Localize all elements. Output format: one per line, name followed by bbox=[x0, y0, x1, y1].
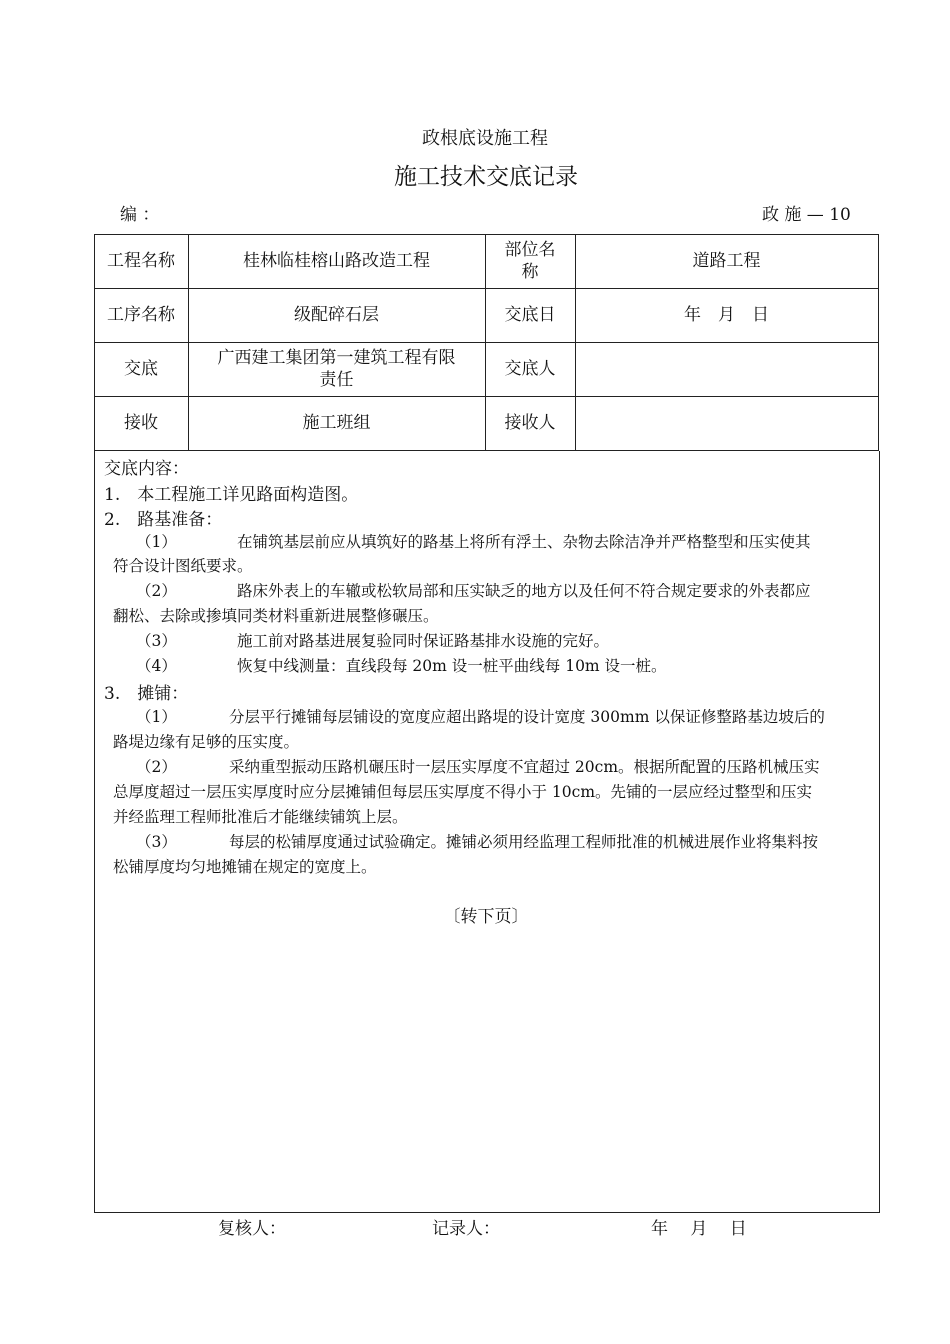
disclosure-date-value: 年 月 日 bbox=[684, 305, 769, 325]
item-3-1-text-cont: 路堤边缘有足够的压实度。 bbox=[113, 733, 300, 751]
form-code: 政 施 — 10 bbox=[762, 205, 851, 225]
page-title: 施工技术交底记录 bbox=[394, 164, 578, 190]
item-2-4-number: （4） bbox=[136, 657, 177, 675]
continued-note: 〔转下页〕 bbox=[443, 907, 529, 927]
item-2-4-text: 恢复中线测量：直线段每 20m 设一桩平曲线每 10m 设一桩。 bbox=[237, 657, 667, 675]
item-3-2-text: 采纳重型振动压路机碾压时一层压实厚度不宜超过 20cm。根据所配置的压路机械压实 bbox=[229, 758, 820, 776]
item-2-2-text-cont: 翻松、去除或掺填同类材料重新进展整修碾压。 bbox=[113, 607, 439, 625]
item-2-1-text: 在铺筑基层前应从填筑好的路基上将所有浮土、杂物去除洁净并严格整型和压实使其 bbox=[237, 533, 811, 551]
receiver-unit-label: 接收 bbox=[124, 413, 158, 433]
item-2-2-text: 路床外表上的车辙或松软局部和压实缺乏的地方以及任何不符合规定要求的外表都应 bbox=[237, 582, 811, 600]
recorder-label: 记录人： bbox=[432, 1219, 500, 1239]
discloser-unit-line1: 广西建工集团第一建筑工程有限 bbox=[217, 348, 456, 368]
record-date: 年 月 日 bbox=[651, 1219, 747, 1239]
item-3-1-number: （1） bbox=[136, 708, 177, 726]
discloser-unit-label: 交底 bbox=[124, 359, 158, 379]
part-name-label bbox=[485, 234, 575, 288]
process-name-label: 工序名称 bbox=[107, 305, 175, 325]
item-2-3-text: 施工前对路基进展复验同时保证路基排水设施的完好。 bbox=[237, 632, 610, 650]
item-2-1-text-cont: 符合设计图纸要求。 bbox=[113, 557, 253, 575]
discloser-unit-line2: 责任 bbox=[319, 370, 354, 390]
item-3-2-number: （2） bbox=[136, 758, 177, 776]
item-3-2-text-cont: 总厚度超过一层压实厚度时应分层摊铺但每层压实厚度不得小于 10cm。先铺的一层应经过整型和压实 bbox=[113, 783, 813, 801]
section-1: 1. 本工程施工详见路面构造图。 bbox=[104, 485, 359, 505]
item-3-3-number: （3） bbox=[136, 833, 177, 851]
item-3-3-text: 每层的松铺厚度通过试验确定。摊铺必须用经监理工程师批准的机械进展作业将集料按 bbox=[229, 833, 819, 851]
item-3-1-text: 分层平行摊铺每层铺设的宽度应超出路堤的设计宽度 300mm 以保证修整路基边坡后的 bbox=[229, 708, 825, 726]
process-name-value: 级配碎石层 bbox=[294, 305, 379, 325]
section-2-heading: 2. 路基准备： bbox=[104, 510, 223, 530]
item-3-3-text-cont: 松铺厚度均匀地摊铺在规定的宽度上。 bbox=[113, 858, 377, 876]
discloser-label: 交底人 bbox=[504, 359, 556, 379]
info-table bbox=[94, 234, 879, 451]
part-name-label-line2: 称 bbox=[521, 262, 539, 282]
content-heading: 交底内容： bbox=[104, 459, 189, 479]
discloser-unit-value bbox=[188, 342, 485, 396]
reviewer-label: 复核人： bbox=[218, 1219, 286, 1239]
serial-number-label: 编 ： bbox=[120, 205, 160, 225]
item-2-2-number: （2） bbox=[136, 582, 177, 600]
receiver-unit-value: 施工班组 bbox=[302, 413, 371, 433]
receiver-label: 接收人 bbox=[504, 413, 556, 433]
part-name-label-line1: 部位名 bbox=[504, 240, 556, 260]
item-3-2-text-cont2: 并经监理工程师批准后才能继续铺筑上层。 bbox=[113, 808, 408, 826]
discloser-value bbox=[575, 342, 878, 396]
project-category: 政根底设施工程 bbox=[422, 128, 548, 149]
section-3-heading: 3. 摊铺： bbox=[104, 684, 189, 704]
receiver-value bbox=[575, 396, 878, 450]
item-2-1-number: （1） bbox=[136, 533, 177, 551]
part-name-value: 道路工程 bbox=[692, 251, 761, 271]
project-name-value: 桂林临桂榕山路改造工程 bbox=[243, 251, 430, 271]
disclosure-date-label: 交底日 bbox=[504, 305, 556, 325]
item-2-3-number: （3） bbox=[136, 632, 177, 650]
project-name-label: 工程名称 bbox=[107, 251, 175, 271]
